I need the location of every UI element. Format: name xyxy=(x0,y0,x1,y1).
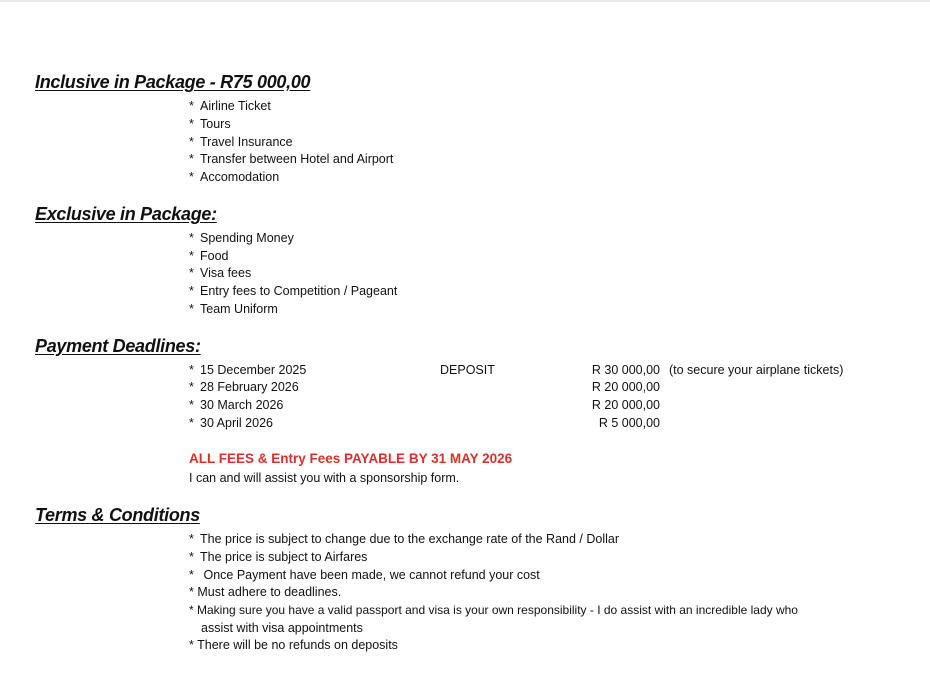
list-item-continuation: assist with visa appointments xyxy=(201,621,363,635)
list-item: * Food xyxy=(189,249,229,263)
payment-date: * 30 March 2026 xyxy=(189,398,284,412)
list-item: * Team Uniform xyxy=(189,302,278,316)
terms-heading: Terms & Conditions xyxy=(35,505,200,525)
payment-date: * 30 April 2026 xyxy=(189,416,273,430)
payment-amount: R 20 000,00 xyxy=(591,398,660,412)
list-item: * Tours xyxy=(189,117,231,131)
payment-amount: R 5 000,00 xyxy=(598,416,660,430)
payment-amount: R 20 000,00 xyxy=(591,380,660,394)
payment-label: DEPOSIT xyxy=(440,363,495,377)
payment-heading: Payment Deadlines: xyxy=(35,336,201,356)
inclusive-heading: Inclusive in Package - R75 000,00 xyxy=(35,72,311,92)
list-item: * There will be no refunds on deposits xyxy=(189,638,398,652)
payment-date: * 15 December 2025 xyxy=(189,363,307,377)
top-border xyxy=(0,0,930,2)
list-item: * The price is subject to change due to the exchange rate of the Rand / Dollar xyxy=(189,532,620,546)
list-item: * Travel Insurance xyxy=(189,135,293,149)
payment-note: (to secure your airplane tickets) xyxy=(669,363,844,377)
list-item: * Airline Ticket xyxy=(189,99,271,113)
list-item: * Visa fees xyxy=(189,266,252,280)
exclusive-heading: Exclusive in Package: xyxy=(35,204,217,224)
list-item: * Entry fees to Competition / Pageant xyxy=(189,284,398,298)
sponsorship-note: I can and will assist you with a sponsorship form. xyxy=(189,471,460,485)
list-item: * The price is subject to Airfares xyxy=(189,550,368,564)
payable-notice: ALL FEES & Entry Fees PAYABLE BY 31 MAY 2026 xyxy=(189,451,513,466)
payment-amount: R 30 000,00 xyxy=(591,363,660,377)
list-item: * Once Payment have been made, we cannot refund your cost xyxy=(189,568,540,582)
list-item: * Making sure you have a valid passport and visa is your own responsibility - I do assist with an incredible lady who xyxy=(189,603,798,617)
payment-date: * 28 February 2026 xyxy=(189,380,299,394)
list-item: * Accomodation xyxy=(189,170,280,184)
list-item: * Transfer between Hotel and Airport xyxy=(189,152,394,166)
list-item: * Spending Money xyxy=(189,231,294,245)
list-item: * Must adhere to deadlines. xyxy=(189,585,342,599)
